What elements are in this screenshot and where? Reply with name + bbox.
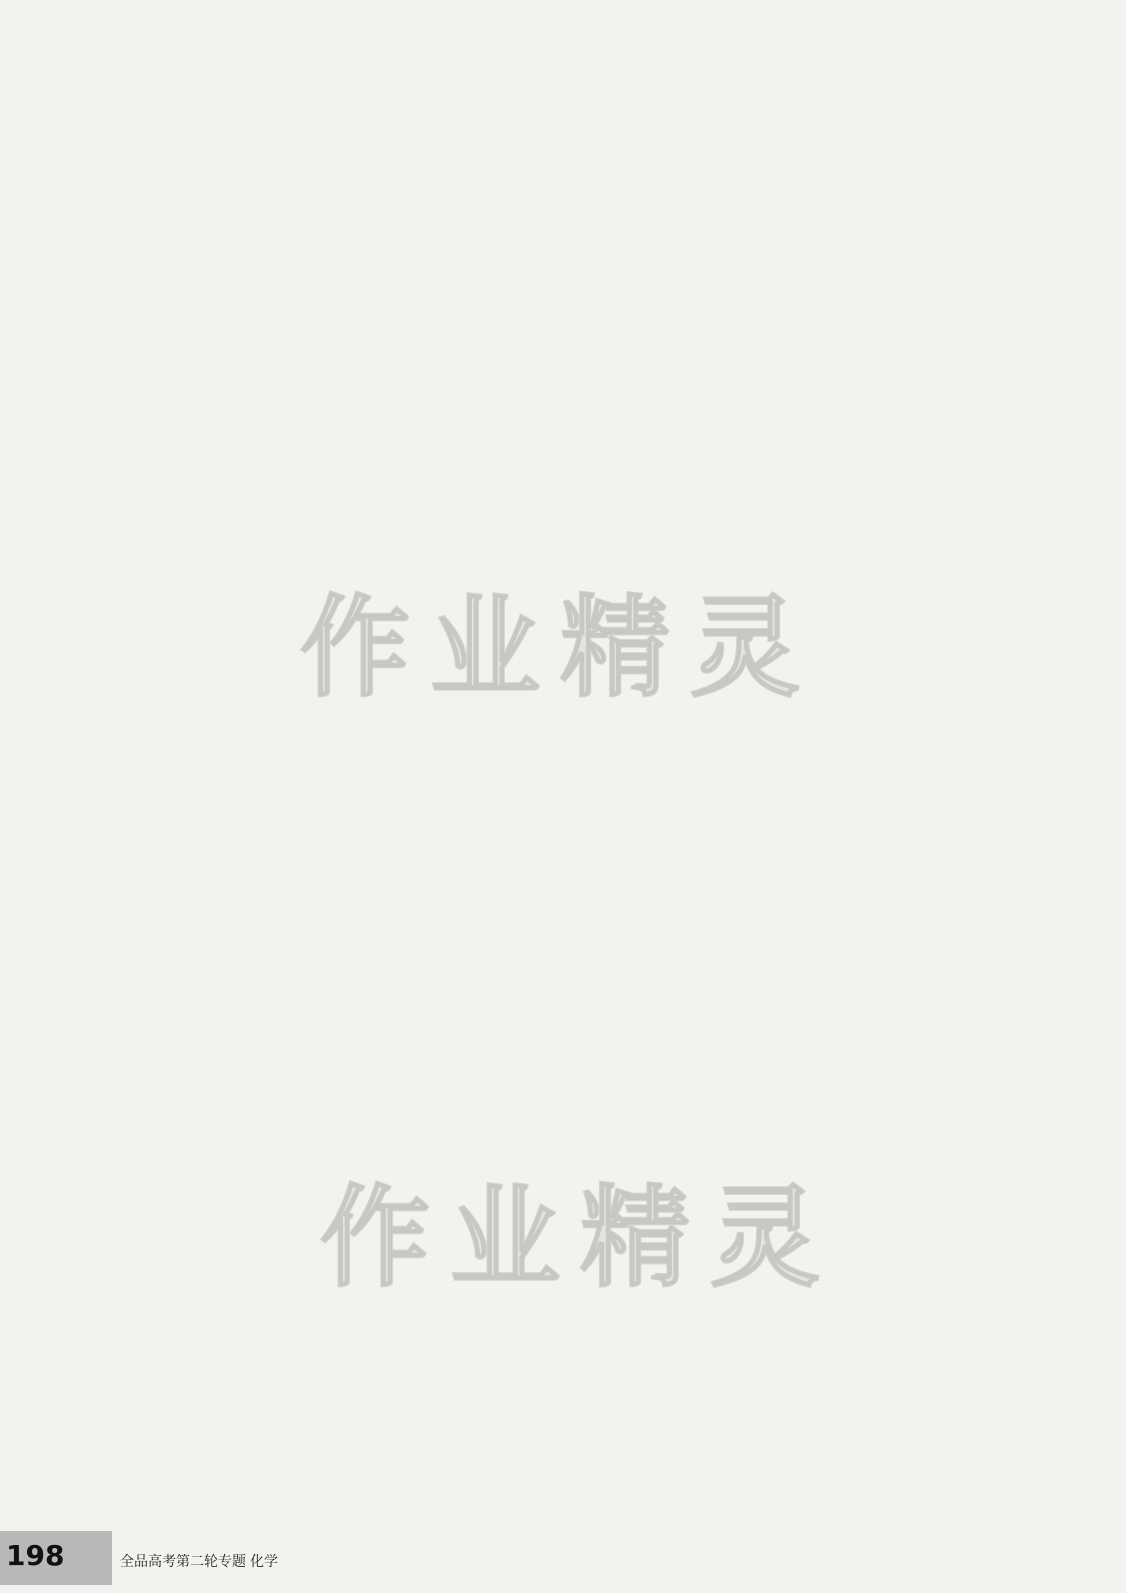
page-number: 198 bbox=[6, 1539, 65, 1572]
subject-label: 化学 bbox=[250, 1554, 278, 1570]
left-text-column bbox=[48, 40, 560, 1510]
book-title: 全品高考第二轮专题 bbox=[120, 1554, 246, 1570]
page-number-box bbox=[0, 1531, 112, 1585]
right-text-column bbox=[582, 40, 1094, 1510]
watermark-logo: 作业精灵 bbox=[320, 1174, 840, 1302]
page-footer bbox=[0, 1527, 1126, 1593]
watermark-logo: 作业精灵 bbox=[300, 584, 820, 712]
